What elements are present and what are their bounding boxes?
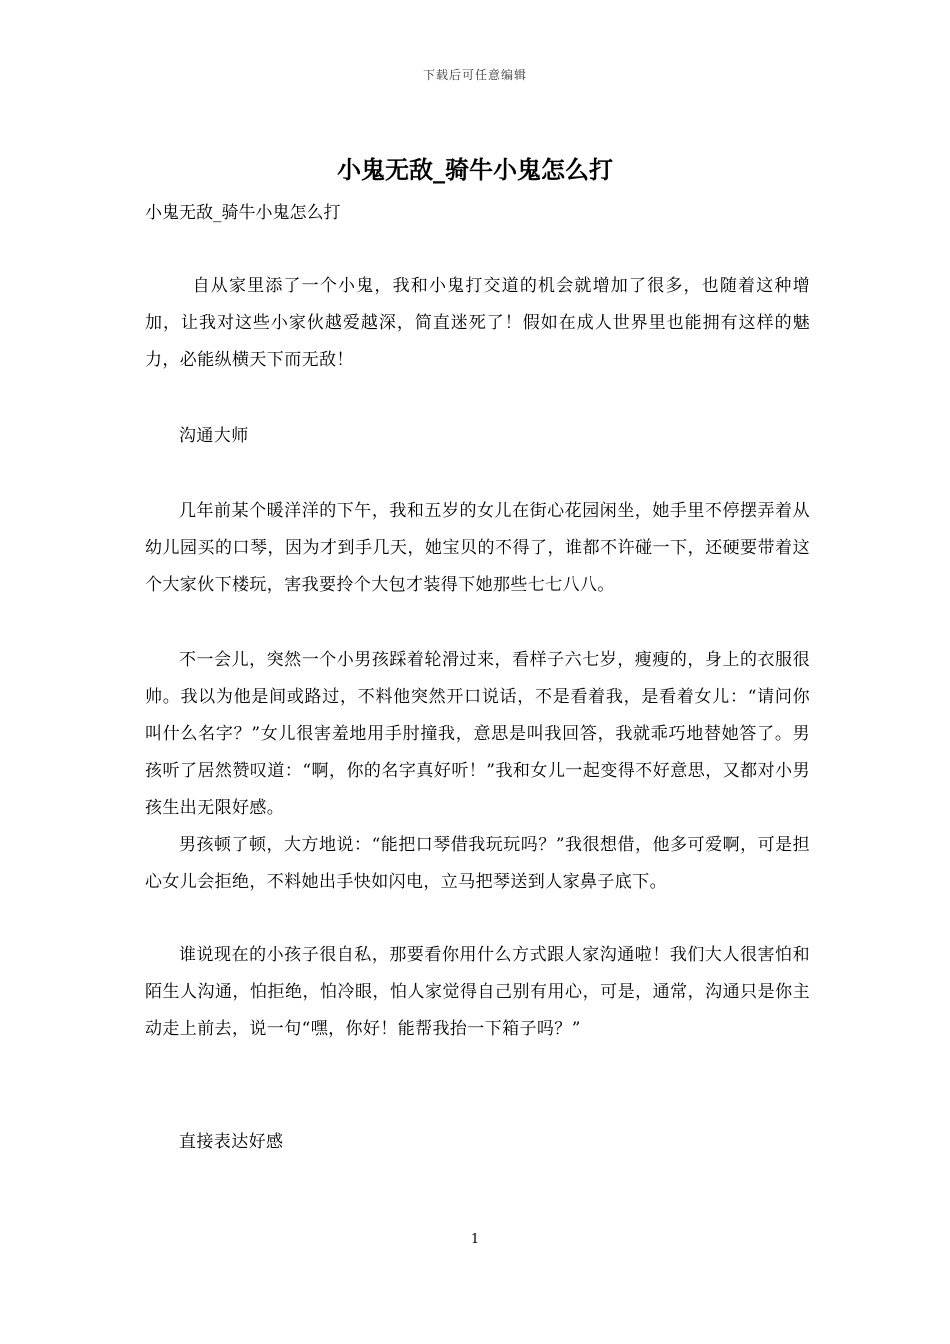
section-heading-express-affection: 直接表达好感 [179,1132,284,1152]
paragraph-afternoon: 几年前某个暖洋洋的下午，我和五岁的女儿在街心花园闲坐，她手里不停摆弄着从幼儿园买的口琴，因为才到手几天，她宝贝的不得了，谁都不许碰一下，还硬要带着这个大家伙下楼玩，害我要拎个大包才装得下她那些七七八八。 [145,501,810,595]
paragraph-borrow-harmonica: 男孩顿了顿，大方地说：“能把口琴借我玩玩吗？”我很想借，他多可爱啊，可是担心女儿会拒绝，不料她出手快如闪电，立马把琴送到人家鼻子底下。 [145,835,810,892]
paragraph-reflection: 谁说现在的小孩子很自私，那要看你用什么方式跟人家沟通啦！我们大人很害怕和陌生人沟通，怕拒绝，怕冷眼，怕人家觉得自己别有用心，可是，通常，沟通只是你主动走上前去，说一句“嘿，你好！能帮我抬一下箱子吗？” [145,945,810,1039]
paragraph-boy-arrives: 不一会儿，突然一个小男孩踩着轮滑过来，看样子六七岁，瘦瘦的，身上的衣服很帅。我以为他是间或路过，不料他突然开口说话，不是看着我，是看着女儿：“请问你叫什么名字？”女儿很害羞地用手肘撞我，意思是叫我回答，我就乖巧地替她答了。男孩听了居然赞叹道：“啊，你的名字真好听！”我和女儿一起变得不好意思，又都对小男孩生出无限好感。 [145,650,810,818]
paragraph-intro: 自从家里添了一个小鬼，我和小鬼打交道的机会就增加了很多，也随着这种增加，让我对这些小家伙越爱越深，简直迷死了！假如在成人世界里也能拥有这样的魅力，必能纵横天下而无敌！ [145,276,810,370]
section-heading-communication: 沟通大师 [179,426,249,446]
page-header: 下载后可任意编辑 [422,68,527,82]
document-title: 小鬼无敌_骑牛小鬼怎么打 [337,155,613,184]
page-number: 1 [470,1232,480,1247]
document-subtitle: 小鬼无敌_骑牛小鬼怎么打 [145,203,341,223]
